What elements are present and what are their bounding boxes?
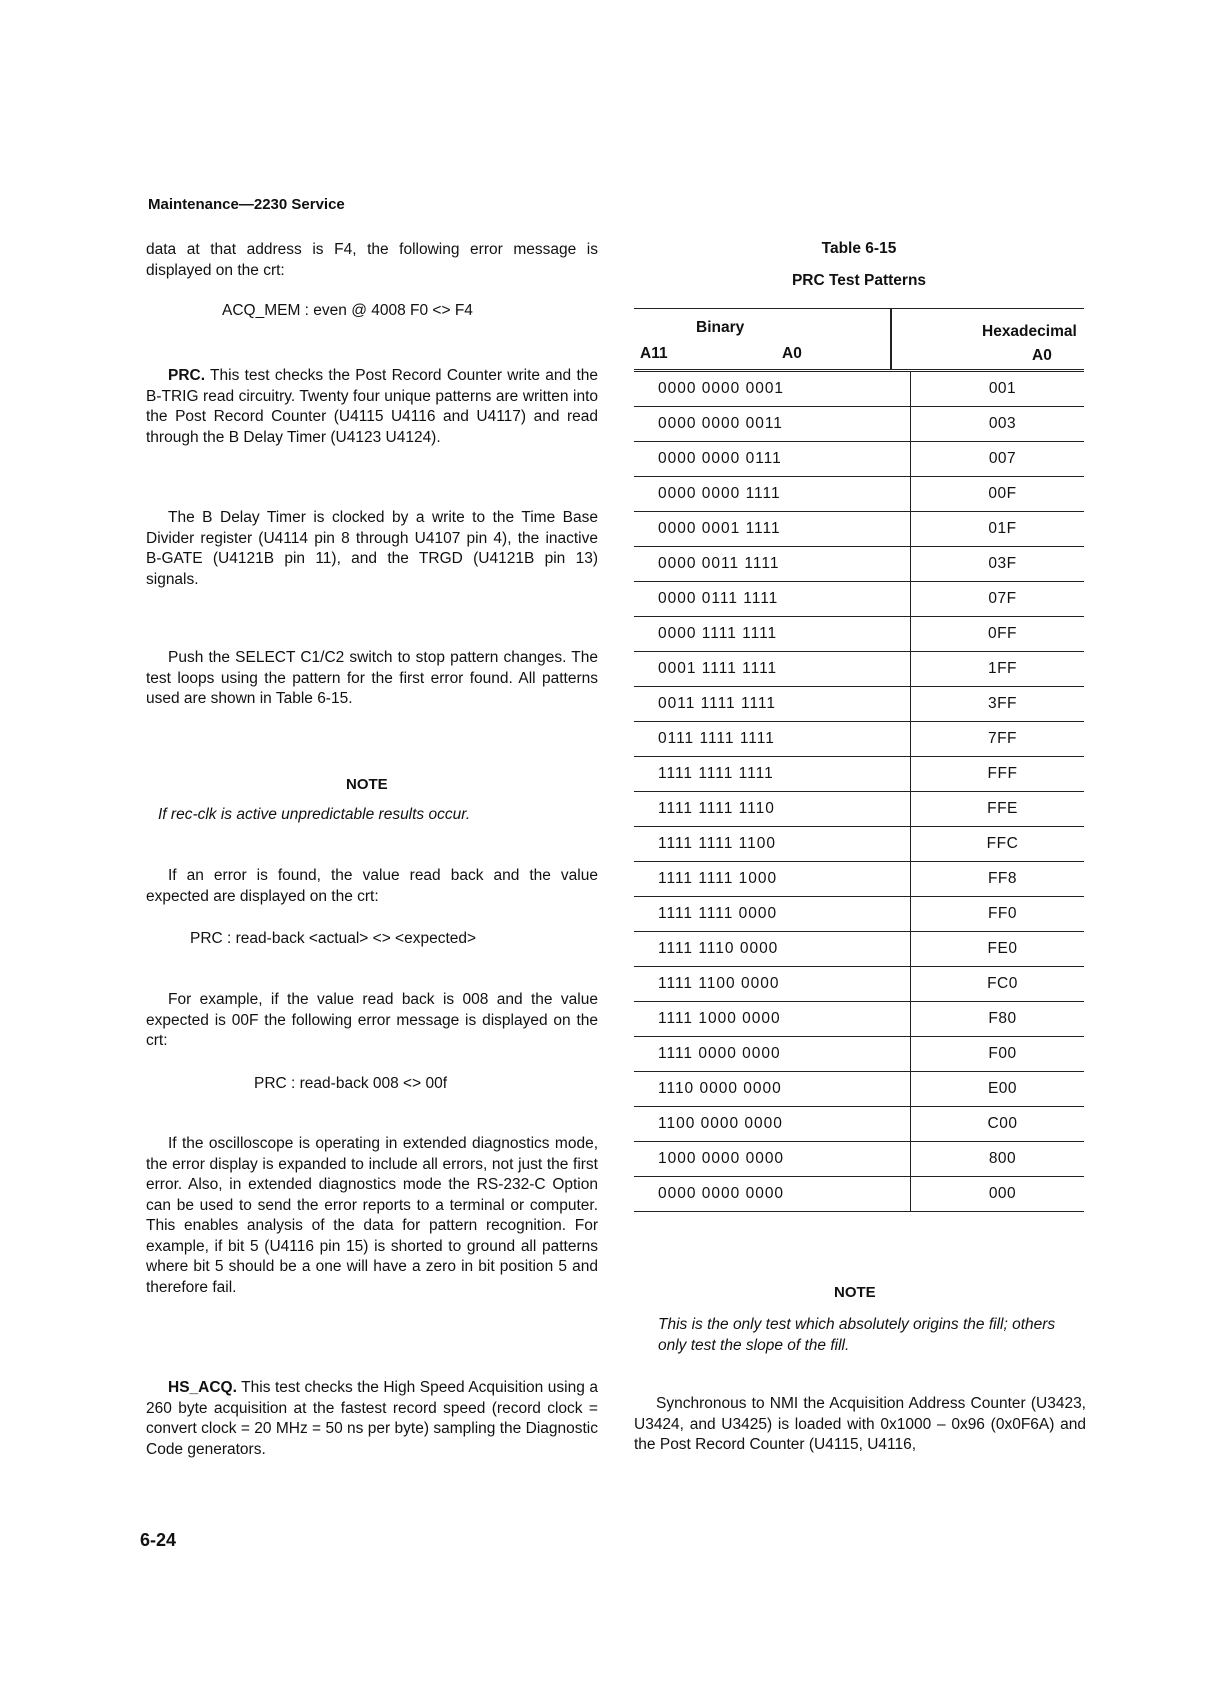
binary-cell: 0000 0001 1111	[634, 512, 911, 547]
table-row	[634, 477, 1084, 512]
table-row	[634, 722, 1084, 757]
table-row	[634, 932, 1084, 967]
table-row	[634, 1142, 1084, 1177]
hex-cell: 00F	[911, 477, 1085, 512]
hex-cell: 800	[911, 1142, 1085, 1177]
hex-cell: 0FF	[911, 617, 1085, 652]
table-row	[634, 1072, 1084, 1107]
binary-cell: 1100 0000 0000	[634, 1107, 911, 1142]
table-row	[634, 1037, 1084, 1072]
paragraph-hs-acq: HS_ACQ. This test checks the High Speed Acquisition using a 260 byte acquisition at the fastest record speed (record clock = convert clock = 20 MHz = 50 ns per byte) sampling the Diagnostic Code generators.	[146, 1379, 598, 1458]
paragraph-b-delay: The B Delay Timer is clocked by a write to the Time Base Divider register (U4114 pin 8 through U4107 pin 4), the inactive B-GATE (U4121B pin 11), and the TRGD (U4121B pin 13) signals.	[146, 509, 598, 588]
table-row	[634, 827, 1084, 862]
binary-cell: 1111 1110 0000	[634, 932, 911, 967]
table-header	[634, 308, 1084, 372]
hex-cell: E00	[911, 1072, 1085, 1107]
binary-cell: 1110 0000 0000	[634, 1072, 911, 1107]
binary-cell: 0011 1111 1111	[634, 687, 911, 722]
binary-cell: 1111 1111 1000	[634, 862, 911, 897]
col-binary: Binary	[696, 319, 745, 336]
table-row	[634, 547, 1084, 582]
paragraph-push-select: Push the SELECT C1/C2 switch to stop pattern changes. The test loops using the pattern for the first error found. All patterns used are shown in Table 6-15.	[146, 649, 598, 707]
hex-cell: FFF	[911, 757, 1085, 792]
table-row	[634, 512, 1084, 547]
table-row	[634, 1107, 1084, 1142]
col-hex-a0: A0	[1032, 347, 1052, 364]
binary-cell: 0000 0011 1111	[634, 547, 911, 582]
paragraph-prc: PRC. This test checks the Post Record Counter write and the B-TRIG read circuitry. Twenty four unique patterns are written into the Post Record Counter (U4115 U4116 and U4117) and read through the B Delay Timer (U4123 U4124).	[146, 367, 598, 446]
table-row	[634, 1177, 1084, 1212]
col-hexadecimal: Hexadecimal	[982, 323, 1077, 340]
hex-cell: F80	[911, 1002, 1085, 1037]
table-row	[634, 792, 1084, 827]
binary-cell: 1111 0000 0000	[634, 1037, 911, 1072]
hex-cell: 01F	[911, 512, 1085, 547]
binary-cell: 0000 0111 1111	[634, 582, 911, 617]
table-row	[634, 407, 1084, 442]
hex-cell: 001	[911, 372, 1085, 407]
paragraph-example: For example, if the value read back is 008 and the value expected is 00F the following error message is displayed on the crt:	[146, 991, 598, 1049]
binary-cell: 1000 0000 0000	[634, 1142, 911, 1177]
paragraph-synchronous: Synchronous to NMI the Acquisition Address Counter (U3423, U3424, and U3425) is loaded with 0x1000 – 0x96 (0x0F6A) and the Post Record Counter (U4115, U4116,	[634, 1395, 1086, 1453]
table-subtitle: PRC Test Patterns	[791, 272, 927, 289]
hex-cell: 1FF	[911, 652, 1085, 687]
right-note-text: This is the only test which absolutely origins the fill; others only test the slope of the fill.	[658, 1316, 1056, 1354]
hex-cell: FE0	[911, 932, 1085, 967]
table-row	[634, 862, 1084, 897]
hex-cell: F00	[911, 1037, 1085, 1072]
table-row	[634, 897, 1084, 932]
note-text: If rec-clk is active unpredictable results occur.	[158, 806, 471, 823]
hex-cell: FF8	[911, 862, 1085, 897]
hex-cell: FC0	[911, 967, 1085, 1002]
binary-cell: 0000 1111 1111	[634, 617, 911, 652]
note-heading: NOTE	[346, 776, 388, 793]
table-row	[634, 687, 1084, 722]
table-row	[634, 967, 1084, 1002]
hs-acq-label: HS_ACQ.	[168, 1379, 237, 1396]
right-note-heading: NOTE	[834, 1284, 876, 1301]
binary-cell: 0000 0000 0011	[634, 407, 911, 442]
hex-cell: FFE	[911, 792, 1085, 827]
binary-cell: 0000 0000 0111	[634, 442, 911, 477]
binary-cell: 1111 1111 1100	[634, 827, 911, 862]
col-a11: A11	[640, 345, 668, 362]
page-number: 6-24	[140, 1530, 177, 1550]
code-prc-example: PRC : read-back 008 <> 00f	[254, 1075, 448, 1092]
hex-cell: 3FF	[911, 687, 1085, 722]
hex-cell: 000	[911, 1177, 1085, 1212]
binary-cell: 0111 1111 1111	[634, 722, 911, 757]
table-title: Table 6-15	[821, 240, 897, 257]
binary-cell: 0000 0000 0001	[634, 372, 911, 407]
hex-cell: 003	[911, 407, 1085, 442]
paragraph-extended-diagnostics: If the oscilloscope is operating in extended diagnostics mode, the error display is expanded to include all errors, not just the first error. Also, in extended diagnostics mode the RS-232-C Option can be used to send the error reports to a terminal or computer. This enables analysis of the data for pattern recognition. For example, if bit 5 (U4116 pin 15) is shorted to ground all patterns where bit 5 should be a one will have a zero in bit position 5 and therefore fail.	[146, 1135, 598, 1296]
hex-cell: 03F	[911, 547, 1085, 582]
table-row	[634, 757, 1084, 792]
binary-cell: 1111 1111 0000	[634, 897, 911, 932]
hex-cell: 07F	[911, 582, 1085, 617]
hex-cell: FFC	[911, 827, 1085, 862]
binary-cell: 0000 0000 1111	[634, 477, 911, 512]
table-row	[634, 617, 1084, 652]
hex-cell: C00	[911, 1107, 1085, 1142]
prc-pattern-table	[634, 372, 1084, 1212]
prc-label: PRC.	[168, 367, 206, 384]
binary-cell: 1111 1111 1110	[634, 792, 911, 827]
hex-cell: 7FF	[911, 722, 1085, 757]
binary-cell: 0000 0000 0000	[634, 1177, 911, 1212]
binary-cell: 1111 1100 0000	[634, 967, 911, 1002]
hex-cell: FF0	[911, 897, 1085, 932]
col-a0: A0	[782, 345, 802, 362]
code-acq-mem: ACQ_MEM : even @ 4008 F0 <> F4	[222, 302, 473, 319]
paragraph-acq-mem: data at that address is F4, the following error message is displayed on the crt:	[146, 241, 598, 279]
table-row	[634, 372, 1084, 407]
table-row	[634, 652, 1084, 687]
binary-cell: 1111 1000 0000	[634, 1002, 911, 1037]
code-prc-generic: PRC : read-back <actual> <> <expected>	[190, 930, 477, 947]
table-row	[634, 1002, 1084, 1037]
binary-cell: 1111 1111 1111	[634, 757, 911, 792]
paragraph-error-found: If an error is found, the value read back and the value expected are displayed on the crt:	[146, 867, 598, 905]
hex-cell: 007	[911, 442, 1085, 477]
running-header: Maintenance—2230 Service	[148, 196, 345, 213]
table-row	[634, 582, 1084, 617]
binary-cell: 0001 1111 1111	[634, 652, 911, 687]
table-row	[634, 442, 1084, 477]
